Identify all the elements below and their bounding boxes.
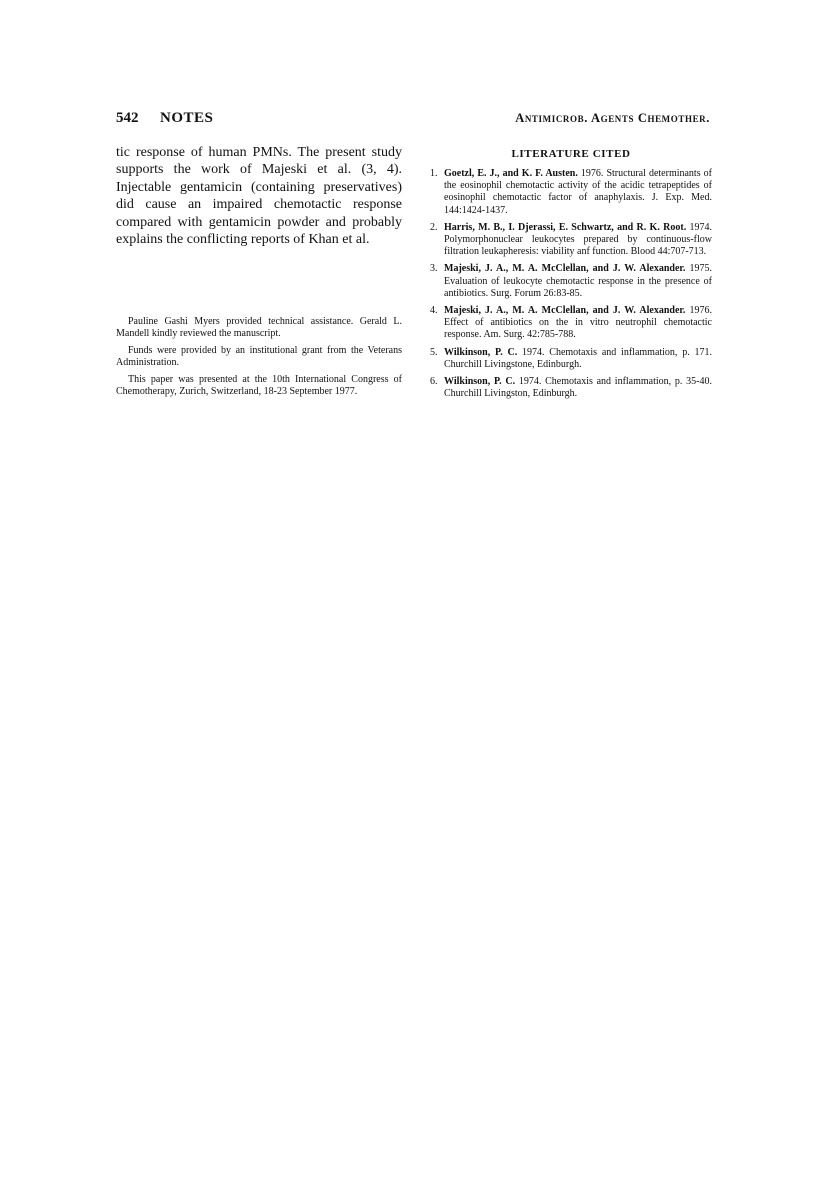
section-label: NOTES — [160, 110, 214, 126]
reference-text: 1974. Chemotaxis and inflammation, p. 35-40. Churchill Livingston, Edinburgh. — [444, 376, 712, 400]
reference-authors: Goetzl, E. J., and K. F. Austen. — [444, 168, 578, 179]
page-header — [116, 110, 710, 130]
literature-cited-section — [430, 144, 712, 405]
reference-item — [430, 263, 712, 300]
reference-number: 3. — [430, 263, 438, 275]
reference-number: 4. — [430, 305, 438, 317]
reference-item — [430, 222, 712, 259]
reference-authors: Wilkinson, P. C. — [444, 346, 518, 358]
reference-text: 1976. Effect of antibiotics on the in vitro neutrophil chemotactic response. Am. Surg. 42:785-788. — [444, 305, 712, 341]
body-column — [116, 144, 402, 248]
reference-authors: Wilkinson, P. C. — [444, 376, 516, 388]
acknowledgment-funding: Funds were provided by an institutional grant from the Veterans Administration. — [116, 345, 402, 368]
reference-authors: Majeski, J. A., M. A. McClellan, and J. W. Alexander. — [444, 263, 686, 275]
reference-text: 1974. Chemotaxis and inflammation, p. 171. Churchill Livingstone, Edinburgh. — [444, 346, 712, 370]
body-paragraph: tic response of human PMNs. The present study supports the work of Majeski et al. (3, 4). Injectable gentamicin (containing preservatives) did cause an impaired chemotactic response compared with gentamicin powder and probably explains the conflicting reports of Khan et al. — [116, 145, 402, 248]
reference-item — [430, 347, 712, 371]
reference-text: 1974. Polymorphonuclear leukocytes prepared by continuous-flow filtration leukapheresis: viability anf function. Blood 44:707-713. — [444, 221, 713, 258]
acknowledgment-presentation: This paper was presented at the 10th International Congress of Chemotherapy, Zurich, Switzerland, 18-23 September 1977. — [116, 374, 402, 397]
reference-text: 1975. Evaluation of leukocyte chemotactic response in the presence of antibiotics. Surg. Forum 26:83-85. — [444, 263, 712, 299]
acknowledgment-technical: Pauline Gashi Myers provided technical assistance. Gerald L. Mandell kindly reviewed the manuscript. — [116, 316, 402, 339]
reference-item — [430, 305, 712, 342]
reference-authors: Majeski, J. A., M. A. McClellan, and J. W. Alexander. — [444, 305, 686, 317]
page-number: 542 — [116, 110, 139, 126]
reference-number: 1. — [430, 168, 438, 179]
journal-name: Antimicrob. Agents Chemother. — [515, 111, 710, 125]
reference-list — [430, 168, 712, 400]
reference-number: 5. — [430, 346, 438, 358]
reference-text: 1976. Structural determinants of the eosinophil chemotactic activity of the acidic tetrapeptides of eosinophil chemotactic factor of anaphylaxis. J. Exp. Med. 144:1424-1437. — [444, 168, 712, 216]
reference-number: 6. — [430, 376, 438, 388]
reference-item — [430, 168, 712, 217]
reference-item — [430, 376, 712, 400]
literature-cited-heading: LITERATURE CITED — [511, 148, 631, 160]
reference-number: 2. — [430, 221, 438, 233]
acknowledgments — [116, 316, 402, 403]
reference-authors: Harris, M. B., I. Djerassi, E. Schwartz, and R. K. Root. — [444, 221, 687, 233]
